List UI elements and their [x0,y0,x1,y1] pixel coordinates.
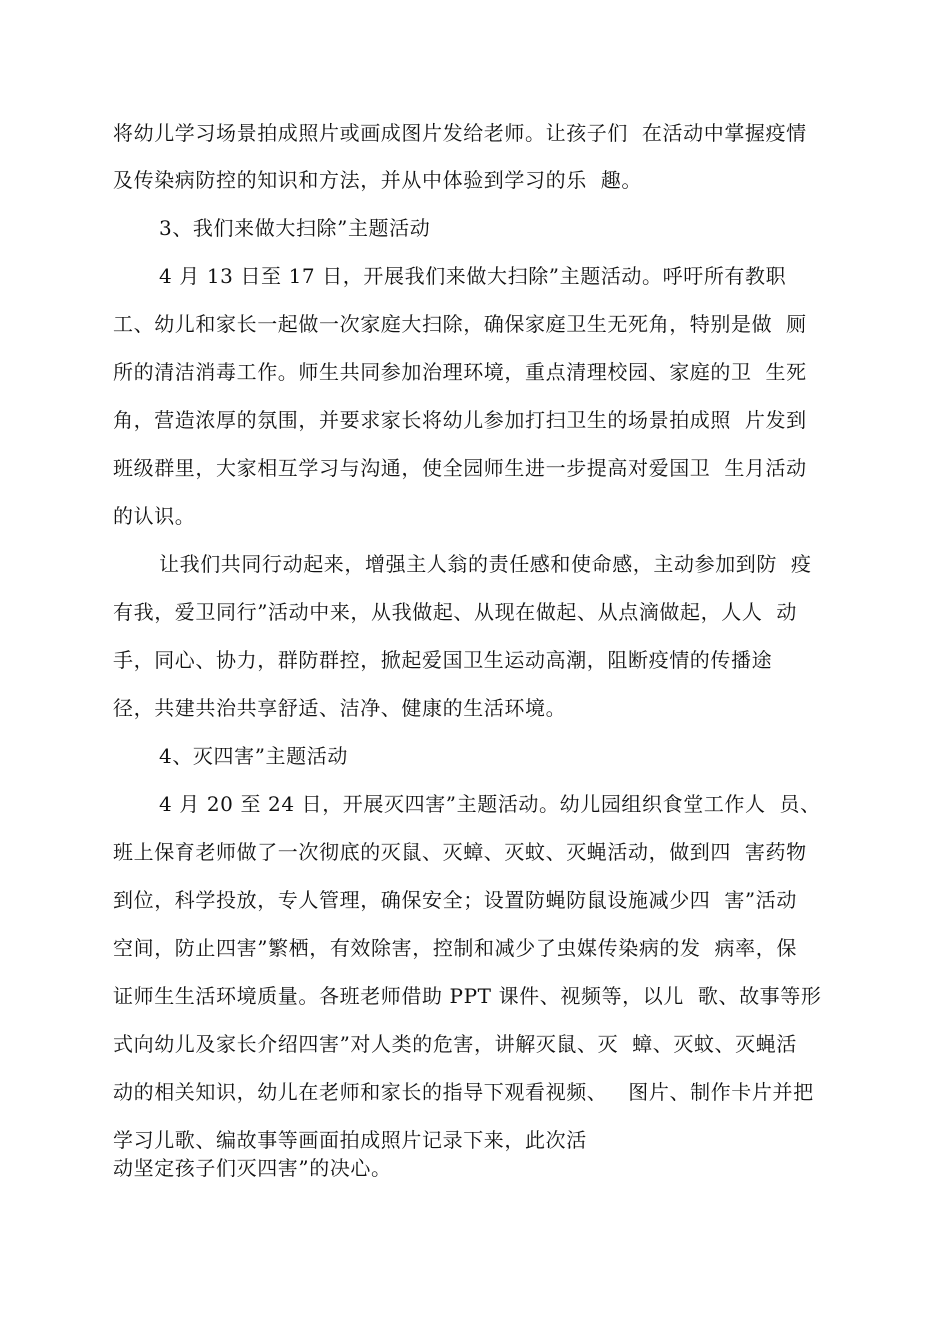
text-line: 4 月 13 日至 17 日，开展我们来做大扫除”主题活动。呼吁所有教职 [159,264,787,288]
text-line: 到位，科学投放，专人管理，确保安全；设置防蝇防鼠设施减少四 害”活动 [113,888,797,912]
text-line: 空间，防止四害”繁栖，有效除害，控制和减少了虫媒传染病的发 病率，保 [113,936,797,960]
text-line: 有我，爱卫同行”活动中来，从我做起、从现在做起、从点滴做起，人人 动 [113,600,797,624]
text-line: 工、幼儿和家长一起做一次家庭大扫除，确保家庭卫生无死角，特别是做 厕 [113,312,807,336]
text-line: 将幼儿学习场景拍成照片或画成图片发给老师。让孩子们 在活动中掌握疫情 [113,121,807,145]
text-line: 及传染病防控的知识和方法，并从中体验到学习的乐 趣。 [113,168,642,192]
text-line: 的认识。 [113,504,196,528]
section-heading: 4、灭四害”主题活动 [159,744,348,768]
text-line: 动的相关知识，幼儿在老师和家长的指导下观看视频、 图片、制作卡片并把 [113,1080,814,1104]
text-line: 所的清洁消毒工作。师生共同参加治理环境，重点清理校园、家庭的卫 生死 [113,360,807,384]
text-line: 4 月 20 至 24 日，开展灭四害”主题活动。幼儿园组织食堂工作人 员、 [159,792,821,816]
text-line: 班级群里，大家相互学习与沟通，使全园师生进一步提高对爱国卫 生月活动 [113,456,807,480]
text-line: 式向幼儿及家长介绍四害”对人类的危害，讲解灭鼠、灭 蟑、灭蚊、灭蝇活 [113,1032,797,1056]
text-line: 证师生生活环境质量。各班老师借助 PPT 课件、视频等，以儿 歌、故事等形 [113,984,822,1008]
text-line: 角，营造浓厚的氛围，并要求家长将幼儿参加打扫卫生的场景拍成照 片发到 [113,408,807,432]
text-line: 学习儿歌、编故事等画面拍成照片记录下来，此次活 [113,1128,587,1152]
section-heading: 3、我们来做大扫除”主题活动 [159,216,431,240]
text-line: 班上保育老师做了一次彻底的灭鼠、灭蟑、灭蚊、灭蝇活动，做到四 害药物 [113,840,807,864]
text-line: 径，共建共治共享舒适、洁净、健康的生活环境。 [113,696,567,720]
text-line: 手，同心、协力，群防群控，掀起爱国卫生运动高潮，阻断疫情的传播途 [113,648,773,672]
text-line: 动坚定孩子们灭四害”的决心。 [113,1156,392,1180]
text-line: 让我们共同行动起来，增强主人翁的责任感和使命感，主动参加到防 疫 [159,552,812,576]
